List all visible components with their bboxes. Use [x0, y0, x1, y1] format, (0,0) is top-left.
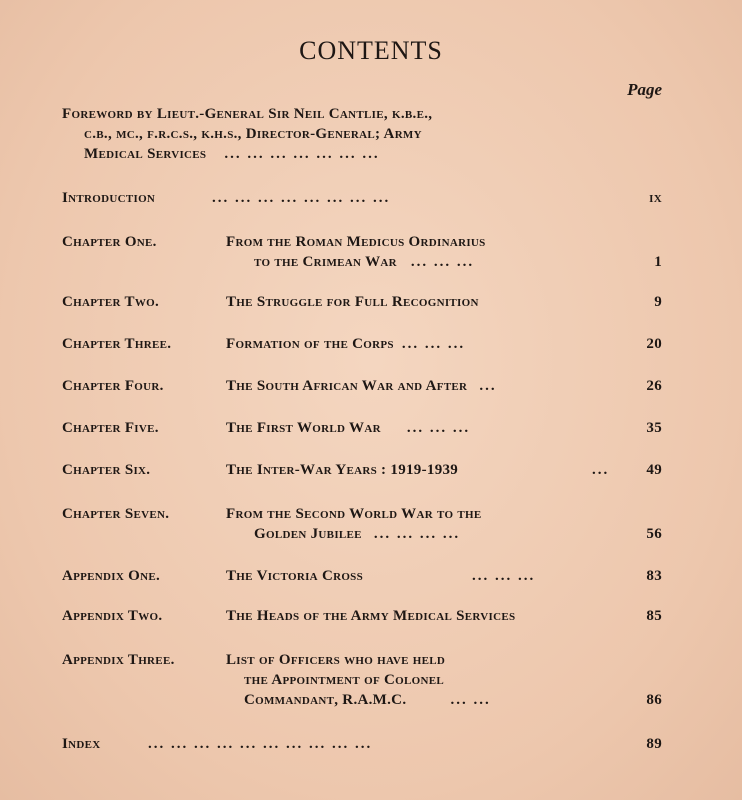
chapter-four-leader: ...	[479, 378, 497, 394]
appendix-two-title: The Heads of the Army Medical Services	[226, 608, 516, 624]
appendix-three-page-number: 86	[646, 692, 662, 708]
chapter-seven-title-line-1: From the Second World War to the	[226, 506, 482, 522]
appendix-three-title-line-1: List of Officers who have held	[226, 652, 446, 668]
foreword-line-2: c.b., mc., f.r.c.s., k.h.s., Director-General; Army	[84, 126, 422, 142]
chapter-two-label: Chapter Two.	[62, 294, 160, 310]
chapter-one-page-number: 1	[654, 254, 662, 270]
appendix-three-title-line-2: the Appointment of Colonel	[244, 672, 445, 688]
chapter-one-leader: ... ... ...	[410, 254, 475, 270]
foreword-line-3	[84, 144, 380, 164]
toc-entry-chapter-one[interactable]	[62, 232, 662, 272]
toc-entry-chapter-three[interactable]	[62, 334, 662, 354]
toc-entry-chapter-six[interactable]	[62, 460, 662, 480]
toc-entry-appendix-one[interactable]	[62, 566, 662, 586]
chapter-four-title-text: The South African War and After	[226, 378, 468, 394]
chapter-two-page-number: 9	[654, 294, 662, 310]
chapter-one-title-line-2	[254, 252, 474, 272]
toc-entry-chapter-two[interactable]	[62, 292, 662, 312]
toc-entry-chapter-five[interactable]	[62, 418, 662, 438]
chapter-seven-label: Chapter Seven.	[62, 506, 170, 522]
page-title: CONTENTS	[299, 36, 443, 65]
introduction-label: Introduction	[62, 190, 156, 206]
chapter-three-leader: ... ... ...	[401, 336, 466, 352]
toc-entry-appendix-three[interactable]	[62, 650, 662, 710]
chapter-one-label: Chapter One.	[62, 234, 157, 250]
foreword-leader: ... ... ... ... ... ... ...	[224, 146, 380, 162]
toc-entry-foreword[interactable]	[62, 104, 662, 166]
chapter-two-title: The Struggle for Full Recognition	[226, 294, 479, 310]
chapter-one-title-text-2: to the Crimean War	[254, 254, 397, 270]
chapter-five-title-text: The First World War	[226, 420, 381, 436]
toc-entry-chapter-seven[interactable]	[62, 504, 662, 544]
chapter-five-title	[226, 418, 470, 438]
appendix-three-leader: ... ...	[450, 692, 491, 708]
appendix-three-label: Appendix Three.	[62, 652, 175, 668]
index-page-number: 89	[646, 736, 662, 752]
toc-entry-index[interactable]	[62, 734, 662, 754]
appendix-one-label: Appendix One.	[62, 568, 161, 584]
chapter-three-page-number: 20	[646, 336, 662, 352]
index-label: Index	[62, 736, 101, 752]
chapter-five-label: Chapter Five.	[62, 420, 159, 436]
chapter-three-label: Chapter Three.	[62, 336, 172, 352]
chapter-five-leader: ... ... ...	[406, 420, 471, 436]
appendix-two-label: Appendix Two.	[62, 608, 163, 624]
toc-entry-chapter-four[interactable]	[62, 376, 662, 396]
appendix-one-page-number: 83	[646, 568, 662, 584]
chapter-six-label: Chapter Six.	[62, 462, 151, 478]
chapter-three-title-text: Formation of the Corps	[226, 336, 394, 352]
appendix-three-title-text-3: Commandant, R.A.M.C.	[244, 692, 407, 708]
index-leader: ... ... ... ... ... ... ... ... ... ...	[148, 736, 373, 752]
appendix-three-title-line-3	[244, 690, 491, 710]
page-column-label: Page	[627, 80, 662, 99]
chapter-six-title: The Inter-War Years : 1919-1939	[226, 462, 459, 478]
chapter-seven-title-text-2: Golden Jubilee	[254, 526, 362, 542]
appendix-two-page-number: 85	[646, 608, 662, 624]
appendix-one-title: The Victoria Cross	[226, 568, 364, 584]
chapter-one-title-line-1: From the Roman Medicus Ordinarius	[226, 234, 486, 250]
appendix-one-leader: ... ... ...	[472, 568, 536, 584]
chapter-four-title	[226, 376, 497, 396]
foreword-line-3-text: Medical Services	[84, 146, 207, 162]
foreword-line-1: Foreword by Lieut.-General Sir Neil Cantlie, k.b.e.,	[62, 106, 433, 122]
toc-entry-introduction[interactable]	[62, 188, 662, 208]
chapter-seven-title-line-2	[254, 524, 460, 544]
chapter-seven-leader: ... ... ... ...	[373, 526, 461, 542]
toc-entry-appendix-two[interactable]	[62, 606, 662, 626]
chapter-seven-page-number: 56	[646, 526, 662, 542]
introduction-page-number: ix	[649, 190, 662, 206]
chapter-four-page-number: 26	[646, 378, 662, 394]
chapter-five-page-number: 35	[646, 420, 662, 436]
introduction-leader: ... ... ... ... ... ... ... ...	[212, 190, 391, 206]
chapter-six-page-number: 49	[646, 462, 662, 478]
chapter-six-leader: ...	[592, 462, 610, 478]
chapter-four-label: Chapter Four.	[62, 378, 164, 394]
chapter-three-title	[226, 334, 465, 354]
